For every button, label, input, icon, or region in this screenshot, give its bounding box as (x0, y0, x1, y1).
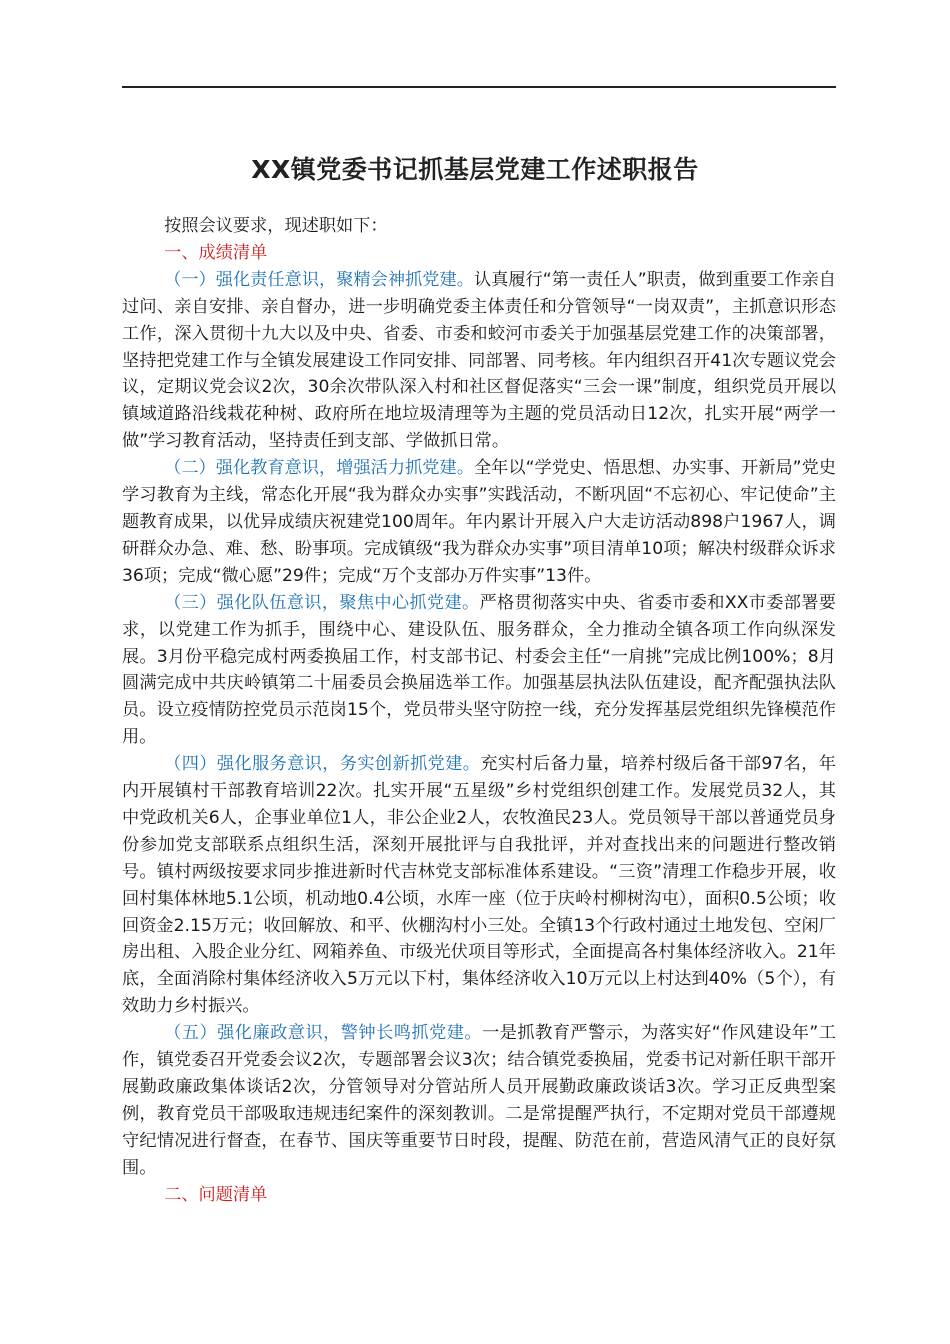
section-heading-problems: 二、问题清单 (164, 1184, 268, 1205)
document-title: XX镇党委书记抓基层党建工作述职报告 (251, 155, 699, 184)
subheading: （一）强化责任意识，聚精会神抓党建。 (164, 269, 474, 290)
paragraph-text: 全年以“学党史、悟思想、办实事、开新局”党史学习教育为主线，常态化开展“我为群众办实事”实践活动，不断巩固“不忘初心、牢记使命”主题教育成果，以优异成绩庆祝建党100周年。年内累计开展入户大走访活动898户1967人，调研群众办急、难、愁、盼事项。完成镇级“我为群众办实事”项目清单10项；解决村级群众诉求36项；完成“微心愿”29件；完成“万个支部办万件实事”13件。 (122, 458, 836, 586)
paragraph-responsibility (122, 267, 836, 455)
paragraph-service (122, 751, 836, 1020)
paragraph-text: 严格贯彻落实中央、省委市委和XX市委部署要求，以党建工作为抓手，围绕中心、建设队伍、服务群众，全力推动全镇各项工作向纵深发展。3月份平稳完成村两委换届工作，村支部书记、村委会主任“一肩挑”完成比例100%；8月圆满完成中共庆岭镇第二十届委员会换届选举工作。加强基层执法队伍建设，配齐配强执法队员。设立疫情防控党员示范岗15个，党员带头坚守防控一线，充分发挥基层党组织先锋模范作用。 (122, 592, 836, 748)
paragraph-integrity (122, 1020, 836, 1181)
paragraph-text: 一是抓教育严警示，为落实好“作风建设年”工作，镇党委召开党委会议2次，专题部署会议3次；结合镇党委换届，党委书记对新任职干部开展勤政廉政集体谈话2次，分管领导对分管站所人员开展勤政廉政谈话3次。学习正反典型案例，教育党员干部吸取违规违纪案件的深刻教训。二是常提醒严执行，不定期对党员干部遵规守纪情况进行督查，在春节、国庆等重要节日时段，提醒、防范在前，营造风清气正的良好氛围。 (122, 1023, 836, 1178)
paragraph-text: 充实村后备力量，培养村级后备干部97名，年内开展镇村干部教育培训22次。扎实开展“五星级”乡村党组织创建工作。发展党员32人，其中党政机关6人，企事业单位1人，非公企业2人，农牧渔民23人。党员领导干部以普通党员身份参加党支部联系点组织生活，深刻开展批评与自我批评，并对查找出来的问题进行整改销号。镇村两级按要求同步推进新时代吉林党支部标准体系建设。“三资”清理工作稳步开展，收回村集体林地5.1公顷，机动地0.4公顷，水库一座（位于庆岭村柳树沟屯），面积0.5公顷；收回资金2.15万元；收回解放、和平、伙棚沟村小三处。全镇13个行政村通过土地发包、空闲厂房出租、入股企业分红、网箱养鱼、市级光伏项目等形式，全面提高各村集体经济收入。21年底，全面消除村集体经济收入5万元以下村，集体经济收入10万元以上村达到40%（5个），有效助力乡村振兴。 (122, 754, 836, 1017)
subheading: （二）强化教育意识，增强活力抓党建。 (164, 458, 474, 479)
paragraph-education (122, 455, 836, 590)
subheading: （五）强化廉政意识，警钟长鸣抓党建。 (164, 1023, 483, 1044)
intro-text: 按照会议要求，现述职如下： (164, 216, 388, 236)
document-body (122, 213, 836, 1209)
header-rule (122, 86, 836, 88)
subheading: （四）强化服务意识，务实创新抓党建。 (164, 754, 481, 775)
paragraph-text: 认真履行“第一责任人”职责，做到重要工作亲自过问、亲自安排、亲自督办，进一步明确党委主体责任和分管领导“一岗双责”，主抓意识形态工作，深入贯彻十九大以及中央、省委、市委和蛟河市委关于加强基层党建工作的决策部署，坚持把党建工作与全镇发展建设工作同安排、同部署、同考核。年内组织召开41次专题议党会议，定期议党会议2次，30余次带队深入村和社区督促落实“三会一课”制度，组织党员开展以镇域道路沿线栽花种树、政府所在地垃圾清理等为主题的党员活动日12次，扎实开展“两学一做”学习教育活动，坚持责任到支部、学做抓日常。 (122, 269, 836, 452)
subheading: （三）强化队伍意识，聚焦中心抓党建。 (164, 592, 480, 613)
section-heading-achievements: 一、成绩清单 (164, 242, 268, 263)
paragraph-team (122, 590, 836, 751)
